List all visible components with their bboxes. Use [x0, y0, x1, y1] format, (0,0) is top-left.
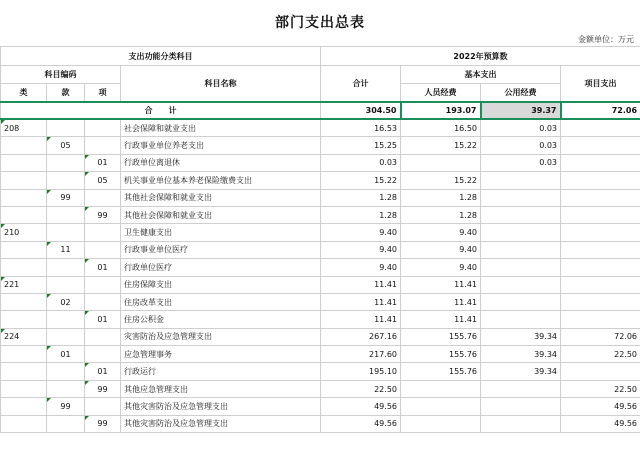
- table-row[interactable]: [1, 363, 640, 380]
- code-kuan-cell[interactable]: [47, 259, 85, 276]
- table-row[interactable]: [1, 119, 640, 137]
- header-budget-year: 2022年预算数: [321, 47, 640, 66]
- table-row[interactable]: [1, 259, 640, 276]
- code-xiang-cell[interactable]: [85, 398, 121, 415]
- project-cell[interactable]: [561, 259, 640, 276]
- table-row[interactable]: [1, 137, 640, 154]
- project-cell[interactable]: [561, 189, 640, 206]
- project-cell[interactable]: [561, 206, 640, 223]
- project-cell[interactable]: [561, 172, 640, 189]
- code-kuan-cell[interactable]: [47, 363, 85, 380]
- code-kuan-cell[interactable]: 99: [47, 189, 85, 206]
- table-row[interactable]: [1, 328, 640, 345]
- public-cell[interactable]: [481, 224, 561, 241]
- item-name-cell[interactable]: 住房改革支出: [121, 293, 321, 310]
- personnel-cell[interactable]: 155.76: [401, 328, 481, 345]
- code-kuan-cell[interactable]: [47, 172, 85, 189]
- code-lei-cell[interactable]: [1, 154, 47, 171]
- total-label[interactable]: 合 计: [1, 102, 321, 119]
- code-lei-cell[interactable]: [1, 415, 47, 432]
- item-name-cell[interactable]: 其他灾害防治及应急管理支出: [121, 415, 321, 432]
- code-lei-cell[interactable]: [1, 189, 47, 206]
- table-row[interactable]: [1, 311, 640, 328]
- public-cell[interactable]: [481, 259, 561, 276]
- item-name-cell[interactable]: 行政单位离退休: [121, 154, 321, 171]
- item-name-cell[interactable]: 其他灾害防治及应急管理支出: [121, 398, 321, 415]
- project-cell[interactable]: 22.50: [561, 380, 640, 397]
- code-kuan-cell[interactable]: 02: [47, 293, 85, 310]
- code-xiang-cell[interactable]: [85, 119, 121, 137]
- public-cell[interactable]: 39.34: [481, 346, 561, 363]
- header-total: 合计: [321, 66, 401, 103]
- personnel-cell[interactable]: 155.76: [401, 363, 481, 380]
- personnel-cell[interactable]: 9.40: [401, 259, 481, 276]
- table-row[interactable]: [1, 276, 640, 293]
- project-cell[interactable]: 72.06: [561, 328, 640, 345]
- total-cell[interactable]: 16.53: [321, 119, 401, 137]
- code-xiang-cell[interactable]: 01: [85, 311, 121, 328]
- code-xiang-cell[interactable]: [85, 189, 121, 206]
- public-cell[interactable]: [481, 189, 561, 206]
- total-row: [1, 102, 640, 119]
- item-name-cell[interactable]: 机关事业单位基本养老保险缴费支出: [121, 172, 321, 189]
- project-cell[interactable]: [561, 119, 640, 137]
- total-cell[interactable]: 49.56: [321, 415, 401, 432]
- project-cell[interactable]: [561, 241, 640, 258]
- public-cell[interactable]: [481, 415, 561, 432]
- total-project-cell[interactable]: 72.06: [561, 102, 640, 119]
- table-row[interactable]: [1, 224, 640, 241]
- header-personnel: 人员经费: [401, 84, 481, 103]
- item-name-cell[interactable]: 应急管理事务: [121, 346, 321, 363]
- total-cell[interactable]: 15.22: [321, 172, 401, 189]
- item-name-cell[interactable]: 行政运行: [121, 363, 321, 380]
- table-row[interactable]: [1, 398, 640, 415]
- public-cell[interactable]: [481, 380, 561, 397]
- personnel-cell[interactable]: 9.40: [401, 241, 481, 258]
- header-xiang: 项: [85, 84, 121, 103]
- item-name-cell[interactable]: 其他社会保障和就业支出: [121, 206, 321, 223]
- item-name-cell[interactable]: 行政单位医疗: [121, 259, 321, 276]
- total-cell[interactable]: 267.16: [321, 328, 401, 345]
- table-row[interactable]: [1, 346, 640, 363]
- code-xiang-cell[interactable]: [85, 346, 121, 363]
- code-lei-cell[interactable]: [1, 172, 47, 189]
- personnel-cell[interactable]: 15.22: [401, 137, 481, 154]
- code-lei-cell[interactable]: [1, 311, 47, 328]
- code-kuan-cell[interactable]: 01: [47, 346, 85, 363]
- code-kuan-cell[interactable]: [47, 328, 85, 345]
- total-sum-cell[interactable]: 304.50: [321, 102, 401, 119]
- code-lei-cell[interactable]: [1, 137, 47, 154]
- header-name: 科目名称: [121, 66, 321, 103]
- public-cell[interactable]: [481, 206, 561, 223]
- code-kuan-cell[interactable]: 05: [47, 137, 85, 154]
- item-name-cell[interactable]: 社会保障和就业支出: [121, 119, 321, 137]
- personnel-cell[interactable]: 9.40: [401, 224, 481, 241]
- project-cell[interactable]: [561, 363, 640, 380]
- personnel-cell[interactable]: 155.76: [401, 346, 481, 363]
- header-func-class: 支出功能分类科目: [1, 47, 321, 66]
- code-kuan-cell[interactable]: [47, 276, 85, 293]
- code-xiang-cell[interactable]: 05: [85, 172, 121, 189]
- header-basic: 基本支出: [401, 66, 561, 84]
- header-public: 公用经费: [481, 84, 561, 103]
- total-cell[interactable]: 11.41: [321, 293, 401, 310]
- code-kuan-cell[interactable]: 99: [47, 398, 85, 415]
- code-kuan-cell[interactable]: [47, 224, 85, 241]
- public-cell[interactable]: [481, 276, 561, 293]
- code-xiang-cell[interactable]: [85, 276, 121, 293]
- total-cell[interactable]: 9.40: [321, 224, 401, 241]
- code-kuan-cell[interactable]: [47, 206, 85, 223]
- table-row[interactable]: [1, 380, 640, 397]
- header-code: 科目编码: [1, 66, 121, 84]
- code-xiang-cell[interactable]: 99: [85, 415, 121, 432]
- table-row[interactable]: [1, 241, 640, 258]
- public-cell[interactable]: [481, 293, 561, 310]
- code-xiang-cell[interactable]: [85, 241, 121, 258]
- code-xiang-cell[interactable]: 01: [85, 259, 121, 276]
- total-cell[interactable]: 217.60: [321, 346, 401, 363]
- code-xiang-cell[interactable]: 99: [85, 206, 121, 223]
- item-name-cell[interactable]: 灾害防治及应急管理支出: [121, 328, 321, 345]
- item-name-cell[interactable]: 卫生健康支出: [121, 224, 321, 241]
- personnel-cell[interactable]: [401, 154, 481, 171]
- project-cell[interactable]: 22.50: [561, 346, 640, 363]
- code-xiang-cell[interactable]: [85, 328, 121, 345]
- public-cell[interactable]: 0.03: [481, 154, 561, 171]
- total-cell[interactable]: 49.56: [321, 398, 401, 415]
- code-kuan-cell[interactable]: [47, 380, 85, 397]
- code-kuan-cell[interactable]: [47, 415, 85, 432]
- code-xiang-cell[interactable]: [85, 137, 121, 154]
- table-row[interactable]: [1, 293, 640, 310]
- header-kuan: 款: [47, 84, 85, 103]
- item-name-cell[interactable]: 住房保障支出: [121, 276, 321, 293]
- personnel-cell[interactable]: 1.28: [401, 189, 481, 206]
- code-xiang-cell[interactable]: [85, 224, 121, 241]
- public-cell[interactable]: 39.34: [481, 363, 561, 380]
- total-cell[interactable]: 15.25: [321, 137, 401, 154]
- personnel-cell[interactable]: 11.41: [401, 293, 481, 310]
- project-cell[interactable]: [561, 293, 640, 310]
- public-cell[interactable]: [481, 172, 561, 189]
- personnel-cell[interactable]: 11.41: [401, 276, 481, 293]
- personnel-cell[interactable]: 15.22: [401, 172, 481, 189]
- public-cell[interactable]: 0.03: [481, 119, 561, 137]
- code-lei-cell[interactable]: [1, 346, 47, 363]
- project-cell[interactable]: [561, 224, 640, 241]
- public-cell[interactable]: 39.34: [481, 328, 561, 345]
- unit-label: 金额单位：万元: [578, 35, 634, 44]
- code-xiang-cell[interactable]: 01: [85, 363, 121, 380]
- table-row[interactable]: [1, 206, 640, 223]
- personnel-cell[interactable]: [401, 398, 481, 415]
- code-lei-cell[interactable]: [1, 380, 47, 397]
- project-cell[interactable]: [561, 276, 640, 293]
- table-row[interactable]: [1, 415, 640, 432]
- total-public-cell[interactable]: 39.37: [481, 102, 561, 119]
- code-lei-cell[interactable]: 208: [1, 119, 47, 137]
- total-cell[interactable]: 0.03: [321, 154, 401, 171]
- personnel-cell[interactable]: [401, 415, 481, 432]
- total-personnel-cell[interactable]: 193.07: [401, 102, 481, 119]
- total-cell[interactable]: 1.28: [321, 206, 401, 223]
- total-cell[interactable]: 9.40: [321, 241, 401, 258]
- code-kuan-cell[interactable]: 11: [47, 241, 85, 258]
- public-cell[interactable]: [481, 398, 561, 415]
- total-cell[interactable]: 1.28: [321, 189, 401, 206]
- table-row[interactable]: [1, 154, 640, 171]
- header-lei: 类: [1, 84, 47, 103]
- page-title: 部门支出总表: [275, 15, 365, 31]
- personnel-cell[interactable]: 16.50: [401, 119, 481, 137]
- code-kuan-cell[interactable]: [47, 311, 85, 328]
- code-lei-cell[interactable]: [1, 206, 47, 223]
- item-name-cell[interactable]: 行政事业单位医疗: [121, 241, 321, 258]
- code-kuan-cell[interactable]: [47, 119, 85, 137]
- code-lei-cell[interactable]: [1, 241, 47, 258]
- project-cell[interactable]: [561, 154, 640, 171]
- code-lei-cell[interactable]: [1, 293, 47, 310]
- total-cell[interactable]: 11.41: [321, 276, 401, 293]
- expenditure-table: [0, 46, 640, 433]
- total-cell[interactable]: 11.41: [321, 311, 401, 328]
- code-lei-cell[interactable]: [1, 398, 47, 415]
- item-name-cell[interactable]: 其他应急管理支出: [121, 380, 321, 397]
- public-cell[interactable]: 0.03: [481, 137, 561, 154]
- project-cell[interactable]: [561, 311, 640, 328]
- total-cell[interactable]: 9.40: [321, 259, 401, 276]
- header-project: 项目支出: [561, 66, 640, 103]
- code-lei-cell[interactable]: 210: [1, 224, 47, 241]
- code-lei-cell[interactable]: [1, 363, 47, 380]
- project-cell[interactable]: 49.56: [561, 415, 640, 432]
- total-cell[interactable]: 22.50: [321, 380, 401, 397]
- code-xiang-cell[interactable]: 99: [85, 380, 121, 397]
- personnel-cell[interactable]: 1.28: [401, 206, 481, 223]
- item-name-cell[interactable]: 行政事业单位养老支出: [121, 137, 321, 154]
- project-cell[interactable]: 49.56: [561, 398, 640, 415]
- table-row[interactable]: [1, 172, 640, 189]
- project-cell[interactable]: [561, 137, 640, 154]
- code-lei-cell[interactable]: 224: [1, 328, 47, 345]
- personnel-cell[interactable]: 11.41: [401, 311, 481, 328]
- total-cell[interactable]: 195.10: [321, 363, 401, 380]
- item-name-cell[interactable]: 其他社会保障和就业支出: [121, 189, 321, 206]
- public-cell[interactable]: [481, 311, 561, 328]
- code-kuan-cell[interactable]: [47, 154, 85, 171]
- public-cell[interactable]: [481, 241, 561, 258]
- item-name-cell[interactable]: 住房公积金: [121, 311, 321, 328]
- personnel-cell[interactable]: [401, 380, 481, 397]
- code-lei-cell[interactable]: 221: [1, 276, 47, 293]
- code-lei-cell[interactable]: [1, 259, 47, 276]
- code-xiang-cell[interactable]: 01: [85, 154, 121, 171]
- code-xiang-cell[interactable]: [85, 293, 121, 310]
- table-row[interactable]: [1, 189, 640, 206]
